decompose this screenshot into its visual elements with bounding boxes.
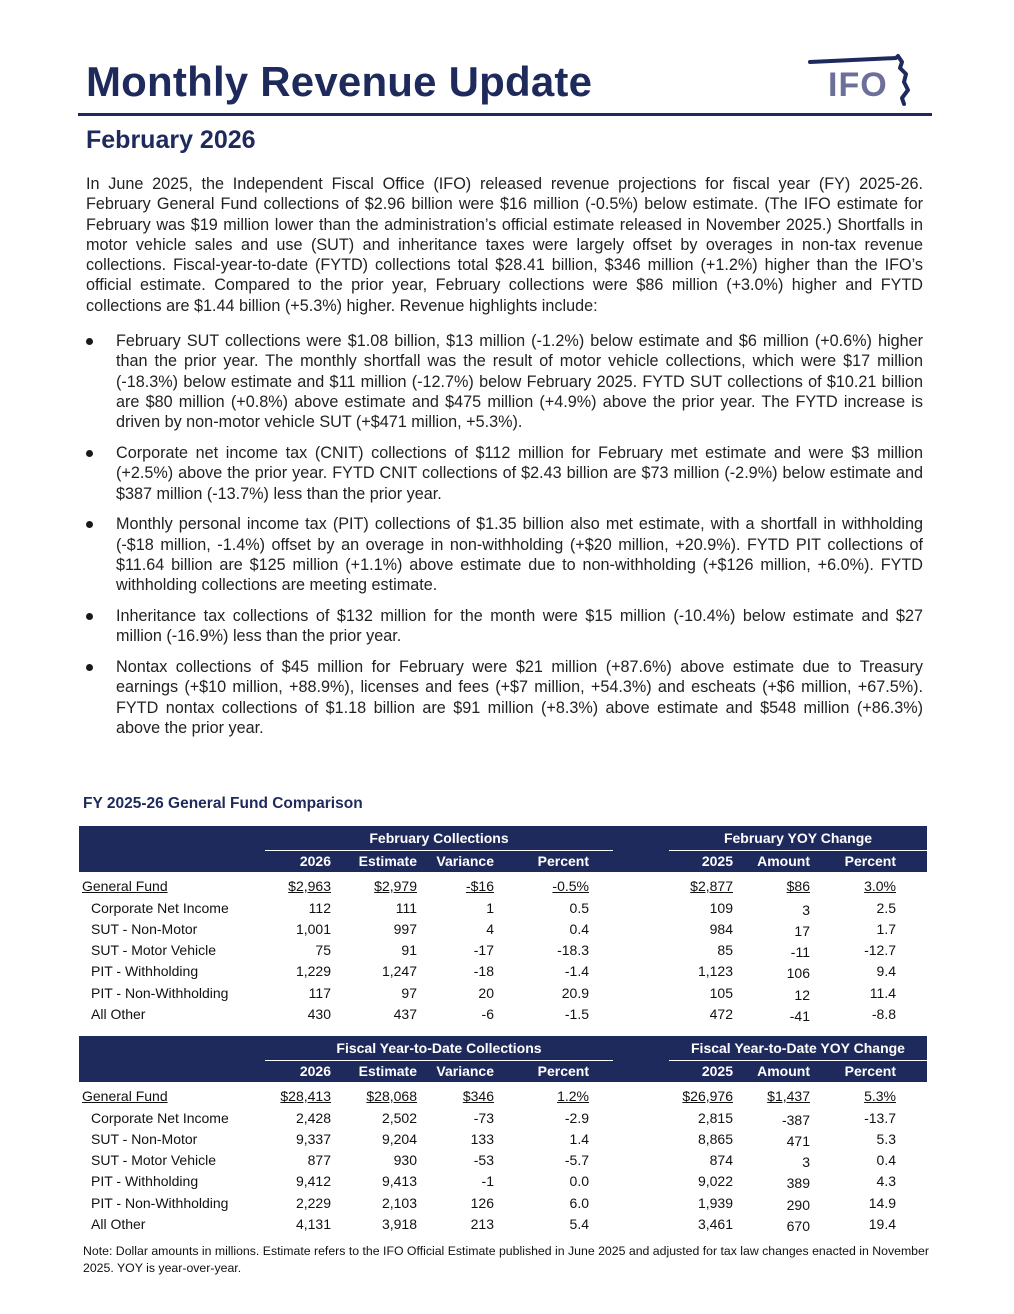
table-cell: $28,413 — [280, 1088, 331, 1104]
table-cell: 2,229 — [295, 1195, 331, 1211]
table-cell: $2,877 — [690, 878, 733, 894]
column-header: Estimate — [358, 853, 417, 869]
row-label: General Fund — [82, 1088, 168, 1104]
table-cell: 126 — [470, 1195, 494, 1211]
table-cell: 8,865 — [697, 1131, 733, 1147]
table-cell: -6 — [481, 1006, 494, 1022]
column-group-divider — [265, 850, 613, 851]
table-cell: 3 — [802, 1154, 810, 1170]
table-cell: 1.7 — [876, 921, 896, 937]
table-cell: 20 — [478, 985, 494, 1001]
row-label: SUT - Motor Vehicle — [91, 942, 217, 958]
table-cell: 670 — [786, 1218, 810, 1234]
column-header: Estimate — [358, 1063, 417, 1079]
list-item — [86, 606, 923, 647]
table-row — [79, 942, 927, 963]
table-cell: 1.4 — [569, 1131, 589, 1147]
title-divider — [78, 113, 932, 116]
bullet-text: Nontax collections of $45 million for February were $21 million (+87.6%) above estimate due to Treasury earnings (+$10 million, +88.9%), licenses and fees (+$7 million, +54.3%) and escheats (+$6 million, +67.5%). FYTD nontax collections of $1.18 billion are $91 million (+8.3%) above estimate and $548 million (+86.3%) above the prior year. — [116, 658, 923, 738]
table-cell: -18 — [473, 963, 494, 979]
bullet-icon — [86, 521, 93, 528]
table-cell: 12 — [794, 987, 810, 1003]
table-cell: 437 — [393, 1006, 417, 1022]
table-cell: 1,001 — [295, 921, 331, 937]
bullet-icon — [86, 338, 93, 345]
table-cell: -8.8 — [871, 1006, 896, 1022]
list-item — [86, 443, 923, 504]
table-cell: 106 — [786, 965, 810, 981]
table-cell: 4 — [486, 921, 494, 937]
intro-paragraph: In June 2025, the Independent Fiscal Office (IFO) released revenue projections for fiscal year (FY) 2025-26. February General Fund collections of $2.96 billion were $16 million (-0.5%) below estimate. (The IFO estimate for February was $19 million lower than the administration’s official estimate released in November 2025.) Shortfalls in motor vehicle sales and use (SUT) and inheritance taxes were largely offset by overages in non-tax revenue collections. Fiscal-year-to-date (FYTD) collections total $28.41 billion, $346 million (+1.2%) higher than the IFO’s official estimate. Compared to the prior year, February collections were $86 million (+3.0%) higher and FYTD collections are $1.44 billion (+5.3%) higher. Revenue highlights include: — [86, 175, 923, 315]
column-header: 2025 — [701, 853, 733, 869]
table-row — [79, 1110, 927, 1131]
column-group-divider — [669, 1060, 927, 1061]
table-cell: 213 — [470, 1216, 494, 1232]
table-row — [79, 1006, 927, 1027]
table-cell: 14.9 — [868, 1195, 896, 1211]
table-cell: 1 — [486, 900, 494, 916]
table-cell: 2,103 — [381, 1195, 417, 1211]
table-row — [79, 1088, 927, 1109]
table-cell: -18.3 — [557, 942, 589, 958]
list-item — [86, 514, 923, 595]
table-cell: 3,461 — [697, 1216, 733, 1232]
table-cell: 109 — [709, 900, 733, 916]
bullet-text: Corporate net income tax (CNIT) collections of $112 million for February met estimate and were $3 million (+2.5%) above the prior year. FYTD CNIT collections of $2.43 billion are $73 million (-2.9%) below estimate and $387 million (-13.7%) less than the prior year. — [116, 443, 923, 503]
table-cell: -12.7 — [864, 942, 896, 958]
column-group-header: Fiscal Year-to-Date Collections — [336, 1040, 542, 1056]
bullet-text: February SUT collections were $1.08 billion, $13 million (-1.2%) below estimate and $6 million (+0.6%) higher than the prior year. The monthly shortfall was the result of motor vehicle collections, which were $17 million (-18.3%) below estimate and $11 million (-12.7%) below February 2025. FYTD SUT collections of $10.21 billion are $80 million (+0.8%) above estimate and $475 million (+4.9%) above the prior year. The FYTD increase is driven by non-motor vehicle SUT (+$471 million, +5.3%). — [116, 332, 923, 432]
table-cell: -11 — [790, 944, 810, 960]
row-label: SUT - Non-Motor — [91, 1131, 198, 1147]
table-cell: 471 — [786, 1133, 810, 1149]
table-cell: -17 — [473, 942, 494, 958]
table-cell: 9,413 — [381, 1173, 417, 1189]
table-cell: 2,502 — [381, 1110, 417, 1126]
table-cell: 1,939 — [697, 1195, 733, 1211]
column-header: Amount — [757, 853, 810, 869]
table-cell: 97 — [401, 985, 417, 1001]
ifo-logo — [806, 52, 912, 108]
table-cell: $86 — [786, 878, 810, 894]
bullet-icon — [86, 664, 93, 671]
table-row — [79, 963, 927, 984]
table-cell: -13.7 — [864, 1110, 896, 1126]
column-header: Percent — [844, 1063, 896, 1079]
table-cell: 91 — [401, 942, 417, 958]
table-cell: -387 — [781, 1112, 810, 1128]
table-cell: 11.4 — [869, 985, 896, 1001]
bullet-icon — [86, 450, 93, 457]
table-cell: $1,437 — [767, 1088, 810, 1104]
bullet-icon — [86, 613, 93, 620]
row-label: Corporate Net Income — [91, 900, 229, 916]
bullet-text: Monthly personal income tax (PIT) collections of $1.35 billion also met estimate, with a shortfall in withholding (-$18 million, -1.4%) offset by an overage in non-withholding (+$20 million, +20.9%). FYTD PIT collections of $11.64 billion are $125 million (+1.1%) above estimate due to non-withholding (+$126 million, +6.0%). FYTD withholding collections are meeting estimate. — [116, 515, 923, 595]
table-cell: 9,412 — [295, 1173, 331, 1189]
table-row — [79, 1152, 927, 1173]
table-cell: $28,068 — [366, 1088, 417, 1104]
column-group-header: February Collections — [369, 830, 509, 846]
table-cell: 9,204 — [381, 1131, 417, 1147]
table-cell: 9,337 — [295, 1131, 331, 1147]
table-cell: -1.5 — [564, 1006, 589, 1022]
table-cell: 5.3 — [876, 1131, 896, 1147]
table-cell: -5.7 — [564, 1152, 589, 1168]
table-cell: 9.4 — [876, 963, 896, 979]
column-group-header: February YOY Change — [723, 830, 873, 846]
table-cell: -0.5% — [552, 878, 589, 894]
table-note: Note: Dollar amounts in millions. Estimate refers to the IFO Official Estimate published in June 2025 and adjusted for tax law changes enacted in November 2025. YOY is year-over-year. — [83, 1244, 929, 1275]
table-cell: 0.0 — [569, 1173, 589, 1189]
column-header: Variance — [436, 853, 494, 869]
column-header: 2026 — [299, 853, 331, 869]
table-cell: 290 — [786, 1197, 810, 1213]
table-cell: 1.2% — [557, 1088, 589, 1104]
table-cell: $2,979 — [374, 878, 417, 894]
table-cell: 0.4 — [569, 921, 589, 937]
table-row — [79, 878, 927, 899]
table-cell: -73 — [473, 1110, 494, 1126]
page-subtitle: February 2026 — [86, 126, 256, 154]
row-label: All Other — [91, 1006, 146, 1022]
column-header: Percent — [844, 853, 896, 869]
logo-text: IFO — [828, 66, 888, 104]
table-cell: -1 — [481, 1173, 494, 1189]
table-cell: 930 — [393, 1152, 417, 1168]
table-cell: 4,131 — [295, 1216, 331, 1232]
table-cell: 117 — [308, 985, 331, 1001]
table-row — [79, 1216, 927, 1237]
table-row — [79, 1195, 927, 1216]
table-cell: 9,022 — [697, 1173, 733, 1189]
list-item — [86, 657, 923, 738]
table-cell: -1.4 — [564, 963, 589, 979]
table-cell: 430 — [307, 1006, 331, 1022]
table-cell: -2.9 — [564, 1110, 589, 1126]
table-cell: 133 — [470, 1131, 494, 1147]
row-label: All Other — [91, 1216, 146, 1232]
table-cell: 5.3% — [864, 1088, 896, 1104]
column-header: Variance — [436, 1063, 494, 1079]
table-cell: 20.9 — [561, 985, 589, 1001]
column-header: Percent — [537, 1063, 589, 1079]
table-cell: 75 — [315, 942, 331, 958]
table-cell: 0.5 — [569, 900, 589, 916]
table-cell: 984 — [709, 921, 733, 937]
column-group-divider — [669, 850, 927, 851]
column-group-divider — [265, 1060, 613, 1061]
table-row — [79, 921, 927, 942]
table-row — [79, 985, 927, 1006]
table-cell: 19.4 — [868, 1216, 896, 1232]
highlights-list — [86, 331, 923, 749]
table-cell: $346 — [462, 1088, 494, 1104]
table-cell: 0.4 — [876, 1152, 896, 1168]
table-cell: 17 — [794, 923, 810, 939]
table-cell: -41 — [789, 1008, 810, 1024]
row-label: PIT - Withholding — [91, 963, 199, 979]
table-cell: 389 — [786, 1175, 810, 1191]
column-header: 2025 — [701, 1063, 733, 1079]
table-title: FY 2025-26 General Fund Comparison — [83, 795, 363, 812]
table-cell: 2.5 — [876, 900, 896, 916]
list-item — [86, 331, 923, 432]
row-label: Corporate Net Income — [91, 1110, 229, 1126]
column-header: Percent — [537, 853, 589, 869]
table-cell: -53 — [473, 1152, 494, 1168]
table-cell: 111 — [395, 900, 417, 916]
row-label: PIT - Non-Withholding — [91, 985, 229, 1001]
table-cell: 874 — [709, 1152, 733, 1168]
table-cell: 2,428 — [295, 1110, 331, 1126]
row-label: PIT - Withholding — [91, 1173, 199, 1189]
table-cell: 5.4 — [569, 1216, 589, 1232]
table-cell: 3 — [802, 902, 810, 918]
column-group-header: Fiscal Year-to-Date YOY Change — [691, 1040, 905, 1056]
table-cell: 105 — [709, 985, 733, 1001]
bullet-text: Inheritance tax collections of $132 million for the month were $15 million (-10.4%) below estimate and $27 million (-16.9%) less than the prior year. — [116, 607, 923, 646]
table-cell: 877 — [307, 1152, 331, 1168]
table-cell: 997 — [393, 921, 417, 937]
table-cell: 4.3 — [876, 1173, 896, 1189]
table-cell: 3.0% — [864, 878, 896, 894]
table-row — [79, 1173, 927, 1194]
page-title: Monthly Revenue Update — [86, 58, 593, 105]
row-label: SUT - Motor Vehicle — [91, 1152, 217, 1168]
row-label: SUT - Non-Motor — [91, 921, 198, 937]
table-cell: 3,918 — [381, 1216, 417, 1232]
table-cell: 85 — [717, 942, 733, 958]
table-cell: -$16 — [465, 878, 494, 894]
row-label: General Fund — [82, 878, 168, 894]
table-cell: 2,815 — [697, 1110, 733, 1126]
table-cell: 1,247 — [381, 963, 417, 979]
table-cell: 1,123 — [697, 963, 733, 979]
table-row — [79, 1131, 927, 1152]
table-cell: $26,976 — [682, 1088, 733, 1104]
table-cell: 112 — [308, 900, 331, 916]
table-cell: 6.0 — [569, 1195, 589, 1211]
column-header: Amount — [757, 1063, 810, 1079]
table-cell: $2,963 — [288, 878, 331, 894]
column-header: 2026 — [299, 1063, 331, 1079]
table-row — [79, 900, 927, 921]
table-cell: 472 — [709, 1006, 733, 1022]
table-cell: 1,229 — [295, 963, 331, 979]
row-label: PIT - Non-Withholding — [91, 1195, 229, 1211]
